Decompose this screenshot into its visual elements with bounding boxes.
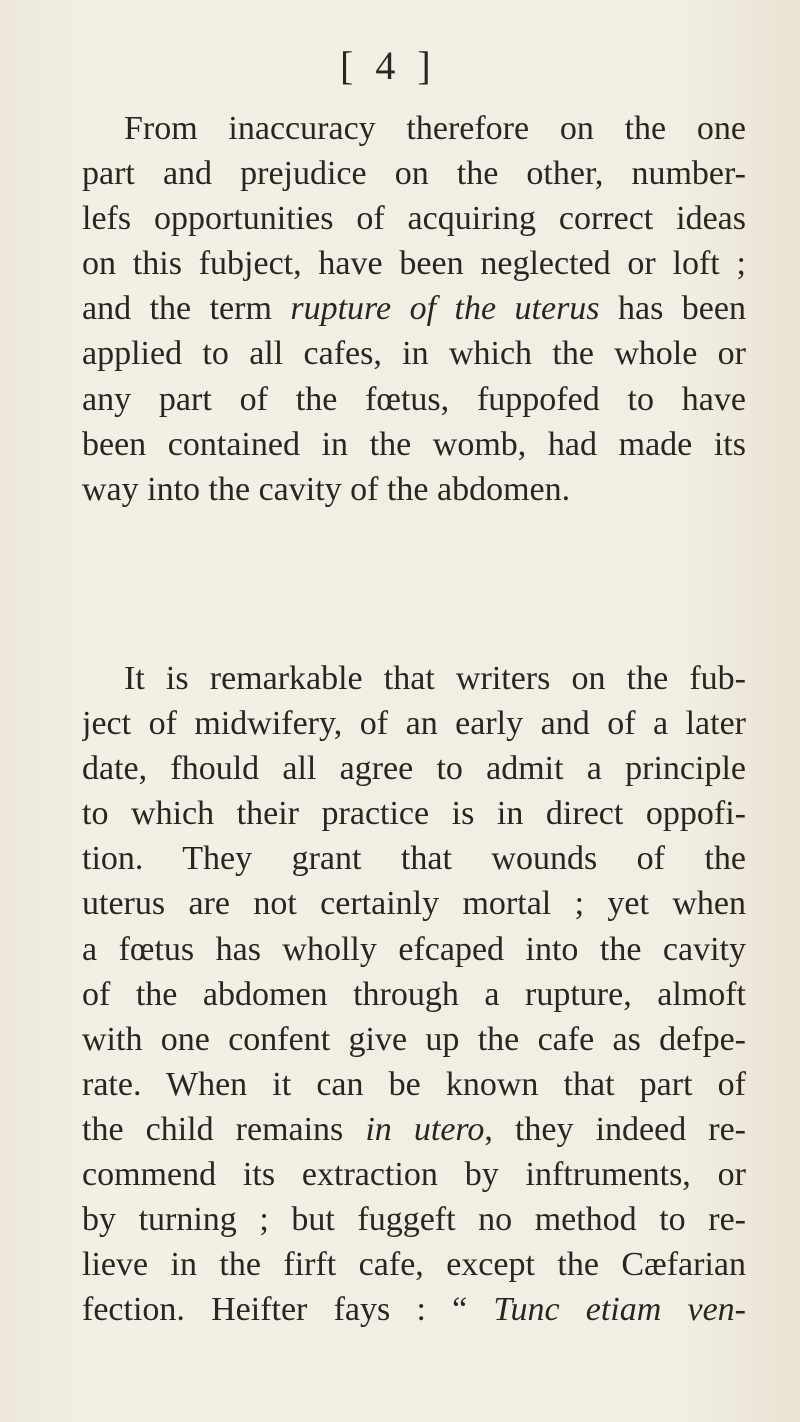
text-segment: has been [599,290,746,328]
text-line: lefs opportunities of acquiring correct ideas [82,200,746,238]
text-segment: , they indeed re- [484,1110,746,1148]
text-line: any part of the fœtus, fuppofed to have [82,380,746,418]
text-line: on this fubject, have been neglected or loft ; [82,245,746,283]
page-number: [ 4 ] [340,43,437,88]
paragraph-1 [82,106,746,512]
text-line [82,1107,746,1152]
text-line: by turning ; but fuggeft no method to re- [82,1201,746,1239]
text-line: been contained in the womb, had made its [82,425,746,463]
text-line [82,286,746,331]
text-line [82,1287,746,1332]
text-line: applied to all cafes, in which the whole or [82,335,746,373]
text-line: to which their practice is in direct oppofi- [82,795,746,833]
text-line: a fœtus has wholly efcaped into the cavity [82,930,746,968]
italic-phrase: Tunc etiam ven- [493,1291,746,1329]
text-line: rate. When it can be known that part of [82,1065,746,1103]
text-line: tion. They grant that wounds of the [82,840,746,878]
text-line: uterus are not certainly mortal ; yet when [82,885,746,923]
text-line: ject of midwifery, of an early and of a later [82,705,746,743]
text-line: date, fhould all agree to admit a principle [82,750,746,788]
text-line: It is remarkable that writers on the fub- [124,660,746,697]
text-line: part and prejudice on the other, number- [82,155,746,193]
text-segment: and the term [82,290,291,328]
text-line: with one confent give up the cafe as defpe- [82,1020,746,1058]
text-line: commend its extraction by inftruments, or [82,1156,746,1194]
text-line: From inaccuracy therefore on the one [124,110,746,147]
text-segment: fection. Heifter fays : “ [82,1291,494,1329]
text-line: lieve in the firft cafe, except the Cæfarian [82,1246,746,1284]
paragraph-2 [82,656,746,1332]
italic-phrase: rupture of the uterus [290,290,600,328]
text-line: of the abdomen through a rupture, almoft [82,975,746,1013]
italic-phrase: in utero [365,1110,485,1148]
text-segment: the child remains [82,1110,366,1148]
text-line: way into the cavity of the abdomen. [82,470,571,508]
